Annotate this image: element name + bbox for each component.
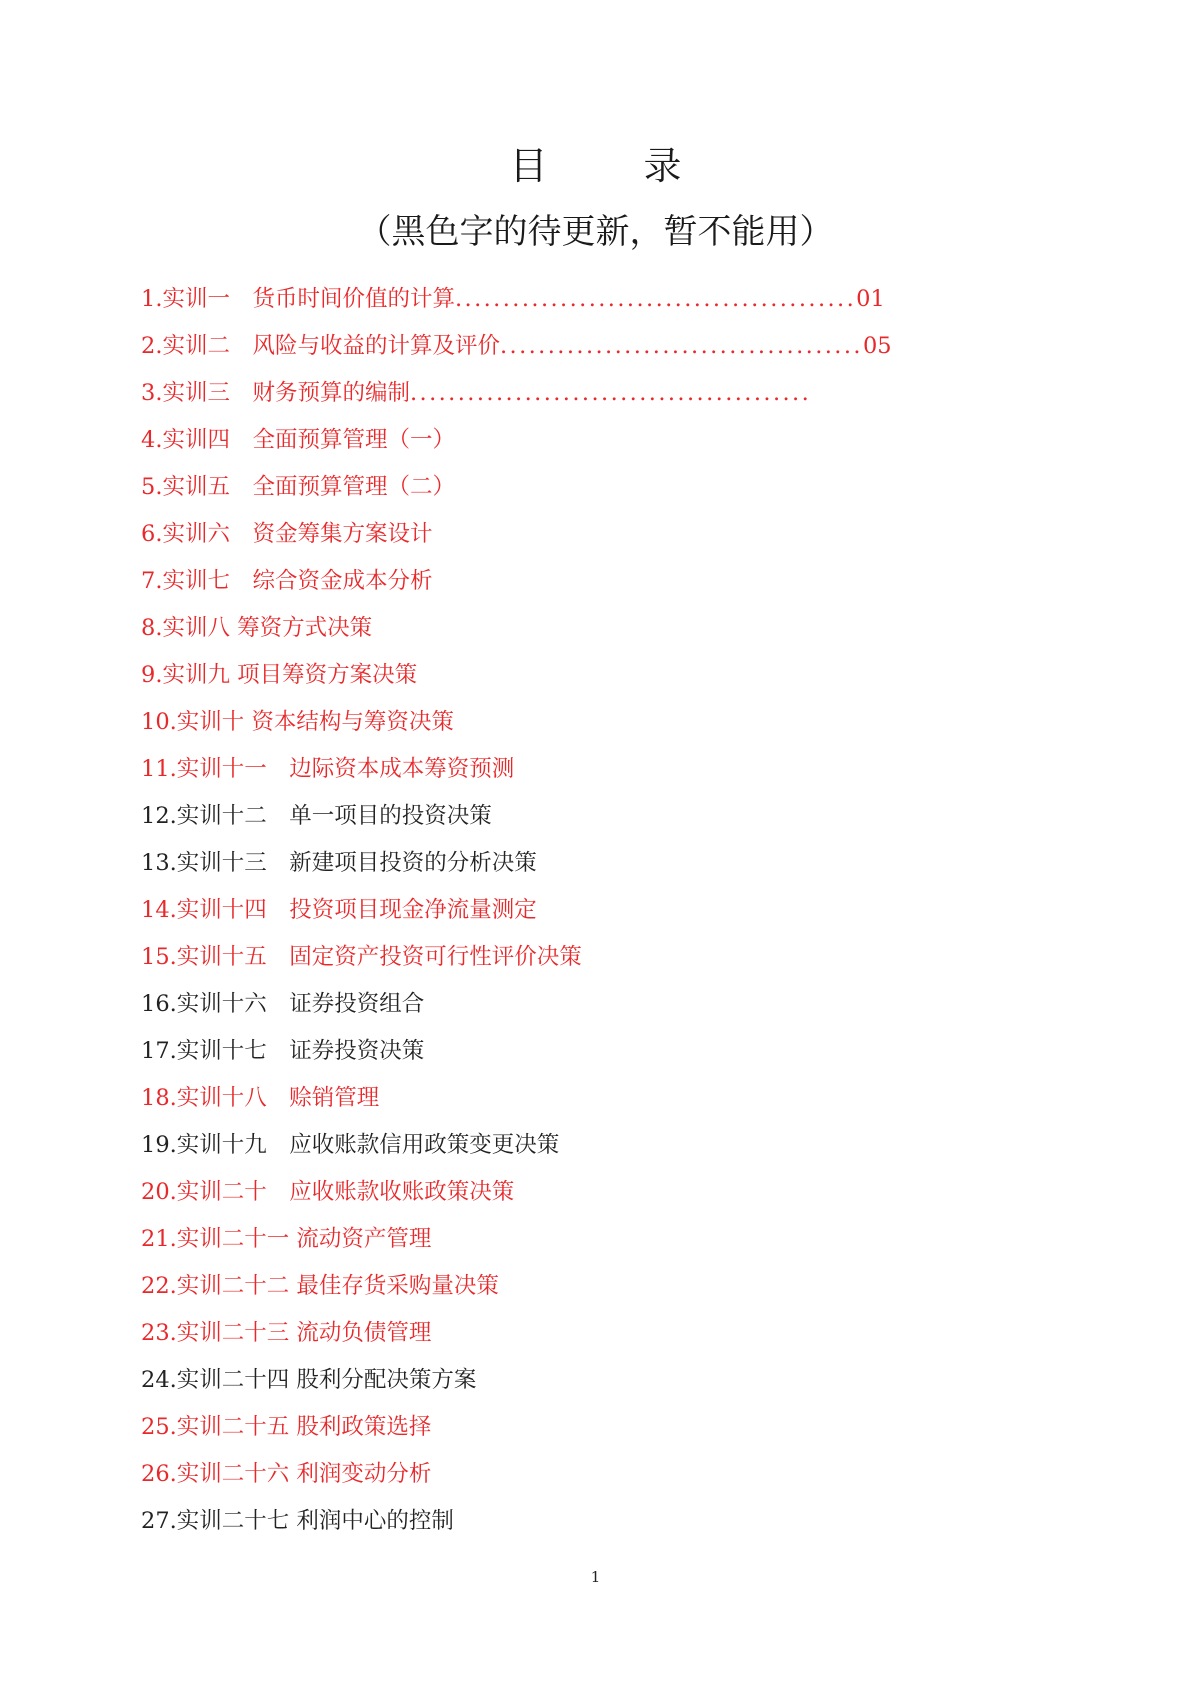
toc-entry[interactable] [141,1451,1061,1498]
toc-entry-title: 4.实训四 全面预算管理（一） [141,427,455,453]
toc-entry[interactable] [141,605,1061,652]
toc-entry-title: 20.实训二十 应收账款收账政策决策 [141,1179,515,1205]
toc-entry[interactable] [141,887,1061,934]
toc-entry-title: 1.实训一 货币时间价值的计算 [141,286,455,312]
toc-entry[interactable] [141,1028,1061,1075]
toc-entry-title: 26.实训二十六 利润变动分析 [141,1461,432,1487]
toc-entry-title: 2.实训二 风险与收益的计算及评价 [141,333,500,359]
toc-title: 目 录 [509,144,724,188]
toc-entry[interactable] [141,934,1061,981]
toc-entry-title: 27.实训二十七 利润中心的控制 [141,1508,454,1534]
toc-page-ref: 01 [856,286,885,312]
toc-entry-title: 13.实训十三 新建项目投资的分析决策 [141,850,537,876]
toc-dot-leader: ...................................... [499,333,863,359]
toc-dot-leader: .......................................... [454,286,857,312]
toc-entry-title: 11.实训十一 边际资本成本筹资预测 [141,756,515,782]
toc-entry-title: 25.实训二十五 股利政策选择 [141,1414,432,1440]
toc-entry[interactable] [141,652,1061,699]
toc-entry-title: 5.实训五 全面预算管理（二） [141,474,455,500]
toc-entry-title: 17.实训十七 证券投资决策 [141,1038,425,1064]
toc-entry-title: 19.实训十九 应收账款信用政策变更决策 [141,1132,560,1158]
toc-entry-title: 14.实训十四 投资项目现金净流量测定 [141,897,537,923]
toc-entry[interactable] [141,323,1061,370]
table-of-contents [141,276,1061,1545]
toc-entry[interactable] [141,511,1061,558]
toc-entry[interactable] [141,1075,1061,1122]
toc-entry[interactable] [141,417,1061,464]
toc-entry-title: 12.实训十二 单一项目的投资决策 [141,803,492,829]
toc-entry[interactable] [141,370,1061,417]
toc-entry[interactable] [141,1498,1061,1545]
toc-entry[interactable] [141,1169,1061,1216]
toc-entry[interactable] [141,793,1061,840]
toc-entry-title: 3.实训三 财务预算的编制 [141,380,410,406]
toc-entry-title: 22.实训二十二 最佳存货采购量决策 [141,1273,499,1299]
toc-entry-title: 18.实训十八 赊销管理 [141,1085,380,1111]
toc-entry[interactable] [141,464,1061,511]
toc-entry-title: 16.实训十六 证券投资组合 [141,991,425,1017]
toc-entry-title: 8.实训八 筹资方式决策 [141,615,373,641]
toc-entry[interactable] [141,276,1061,323]
toc-entry[interactable] [141,1216,1061,1263]
toc-entry[interactable] [141,1122,1061,1169]
toc-entry-title: 23.实训二十三 流动负债管理 [141,1320,432,1346]
toc-entry[interactable] [141,1263,1061,1310]
toc-entry[interactable] [141,699,1061,746]
toc-entry-title: 9.实训九 项目筹资方案决策 [141,662,418,688]
toc-entry-title: 15.实训十五 固定资产投资可行性评价决策 [141,944,582,970]
toc-entry[interactable] [141,981,1061,1028]
toc-entry-title: 10.实训十 资本结构与筹资决策 [141,709,454,735]
toc-dot-leader: .......................................... [409,380,812,406]
toc-entry-title: 24.实训二十四 股利分配决策方案 [141,1367,477,1393]
toc-entry-title: 7.实训七 综合资金成本分析 [141,568,433,594]
toc-page-ref: 05 [862,333,892,359]
toc-entry[interactable] [141,840,1061,887]
toc-subtitle: （黑色字的待更新，暂不能用） [357,212,834,252]
toc-entry[interactable] [141,1404,1061,1451]
page-number: 1 [590,1568,601,1586]
toc-entry[interactable] [141,558,1061,605]
toc-entry[interactable] [141,1310,1061,1357]
toc-entry-title: 21.实训二十一 流动资产管理 [141,1226,432,1252]
toc-entry-title: 6.实训六 资金筹集方案设计 [141,521,433,547]
toc-entry[interactable] [141,746,1061,793]
toc-entry[interactable] [141,1357,1061,1404]
